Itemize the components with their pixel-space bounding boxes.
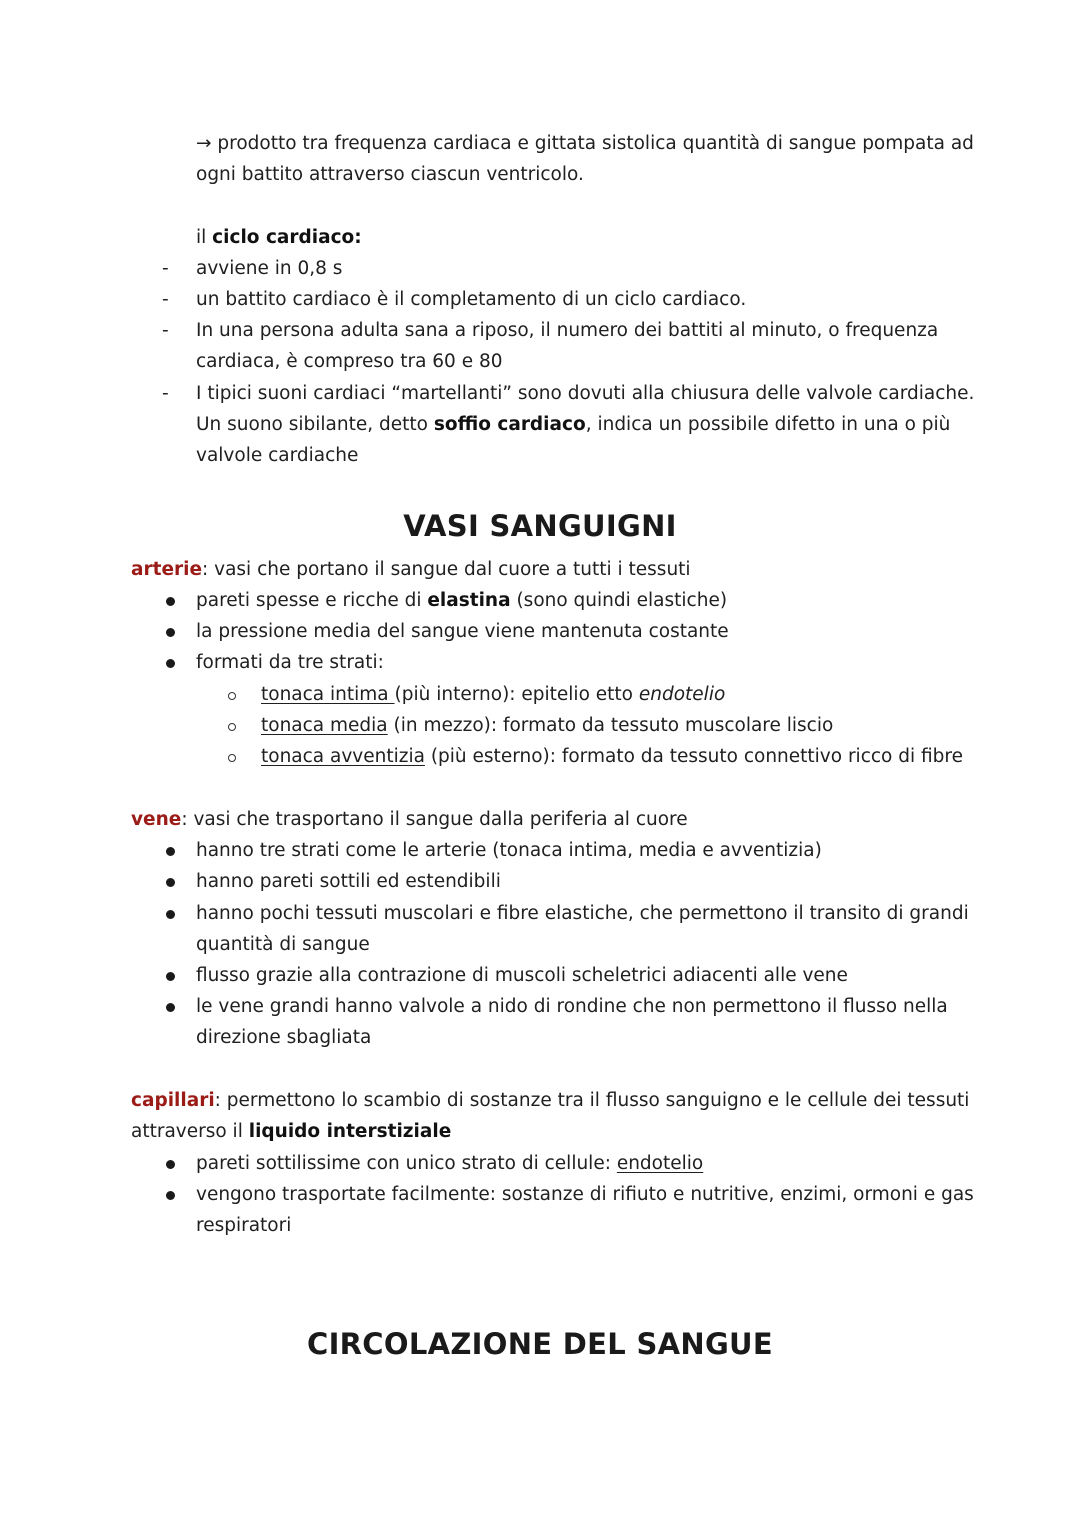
dash-marker: - [162, 383, 169, 404]
ciclo-item-2: un battito cardiaco è il completamento di un ciclo cardiaco. [196, 289, 747, 310]
vene-bullet-3-line-1: hanno pochi tessuti muscolari e fibre elastiche, che permettono il transito di grandi [196, 903, 969, 924]
vene-definition: vene: vasi che trasportano il sangue dalla periferia al cuore [131, 809, 688, 830]
section-title-vasi: VASI SANGUIGNI [403, 509, 677, 543]
vene-bullet-2: hanno pareti sottili ed estendibili [196, 871, 501, 892]
ciclo-item-4-line-2: Un suono sibilante, detto soffio cardiaco, indica un possibile difetto in una o più [196, 414, 951, 435]
arterie-bullet-3: formati da tre strati: [196, 652, 384, 673]
bullet-icon [166, 847, 175, 856]
intro-line-1: → prodotto tra frequenza cardiaca e gittata sistolica quantità di sangue pompata ad [196, 133, 974, 154]
bullet-icon [166, 972, 175, 981]
capillari-bullet-2-line-1: vengono trasportate facilmente: sostanze di rifiuto e nutritive, enzimi, ormoni e gas [196, 1184, 974, 1205]
dash-marker: - [162, 258, 169, 279]
ciclo-heading: il ciclo cardiaco: [196, 227, 362, 248]
circle-bullet-icon [228, 754, 236, 762]
vene-bullet-4: flusso grazie alla contrazione di muscoli scheletrici adiacenti alle vene [196, 965, 848, 986]
capillari-definition: capillari: permettono lo scambio di sostanze tra il flusso sanguigno e le cellule dei tessuti [131, 1090, 970, 1111]
bullet-icon [166, 1003, 175, 1012]
bullet-icon [166, 1191, 175, 1200]
bullet-icon [166, 1160, 175, 1169]
vene-bullet-5-line-2: direzione sbagliata [196, 1027, 372, 1048]
vene-bullet-3-line-2: quantità di sangue [196, 934, 370, 955]
arterie-bullet-2: la pressione media del sangue viene mantenuta costante [196, 621, 729, 642]
arterie-bullet-1: pareti spesse e ricche di elastina (sono quindi elastiche) [196, 590, 728, 611]
tonaca-avventizia-item: tonaca avventizia (più esterno): formato da tessuto connettivo ricco di fibre [261, 746, 963, 767]
dash-marker: - [162, 320, 169, 341]
ciclo-item-4-line-3: valvole cardiache [196, 445, 359, 466]
capillari-bullet-2-line-2: respiratori [196, 1215, 292, 1236]
circle-bullet-icon [228, 692, 236, 700]
bullet-icon [166, 597, 175, 606]
intro-line-2: ogni battito attraverso ciascun ventricolo. [196, 164, 584, 185]
bullet-icon [166, 628, 175, 637]
circle-bullet-icon [228, 723, 236, 731]
ciclo-item-3-line-1: In una persona adulta sana a riposo, il numero dei battiti al minuto, o frequenza [196, 320, 939, 341]
arterie-definition: arterie: vasi che portano il sangue dal cuore a tutti i tessuti [131, 559, 691, 580]
capillari-bullet-1: pareti sottilissime con unico strato di cellule: endotelio [196, 1153, 704, 1174]
bullet-icon [166, 878, 175, 887]
vene-bullet-5-line-1: le vene grandi hanno valvole a nido di rondine che non permettono il flusso nella [196, 996, 948, 1017]
tonaca-media-item: tonaca media (in mezzo): formato da tessuto muscolare liscio [261, 715, 834, 736]
vene-bullet-1: hanno tre strati come le arterie (tonaca intima, media e avventizia) [196, 840, 822, 861]
ciclo-item-4-line-1: I tipici suoni cardiaci “martellanti” sono dovuti alla chiusura delle valvole cardiache. [196, 383, 975, 404]
dash-marker: - [162, 289, 169, 310]
bullet-icon [166, 910, 175, 919]
bullet-icon [166, 659, 175, 668]
ciclo-item-3-line-2: cardiaca, è compreso tra 60 e 80 [196, 351, 503, 372]
tonaca-intima-item: tonaca intima (più interno): epitelio etto endotelio [261, 684, 726, 705]
capillari-definition-line-2: attraverso il liquido interstiziale [131, 1121, 452, 1142]
ciclo-item-1: avviene in 0,8 s [196, 258, 343, 279]
section-title-circolazione: CIRCOLAZIONE DEL SANGUE [306, 1327, 774, 1361]
